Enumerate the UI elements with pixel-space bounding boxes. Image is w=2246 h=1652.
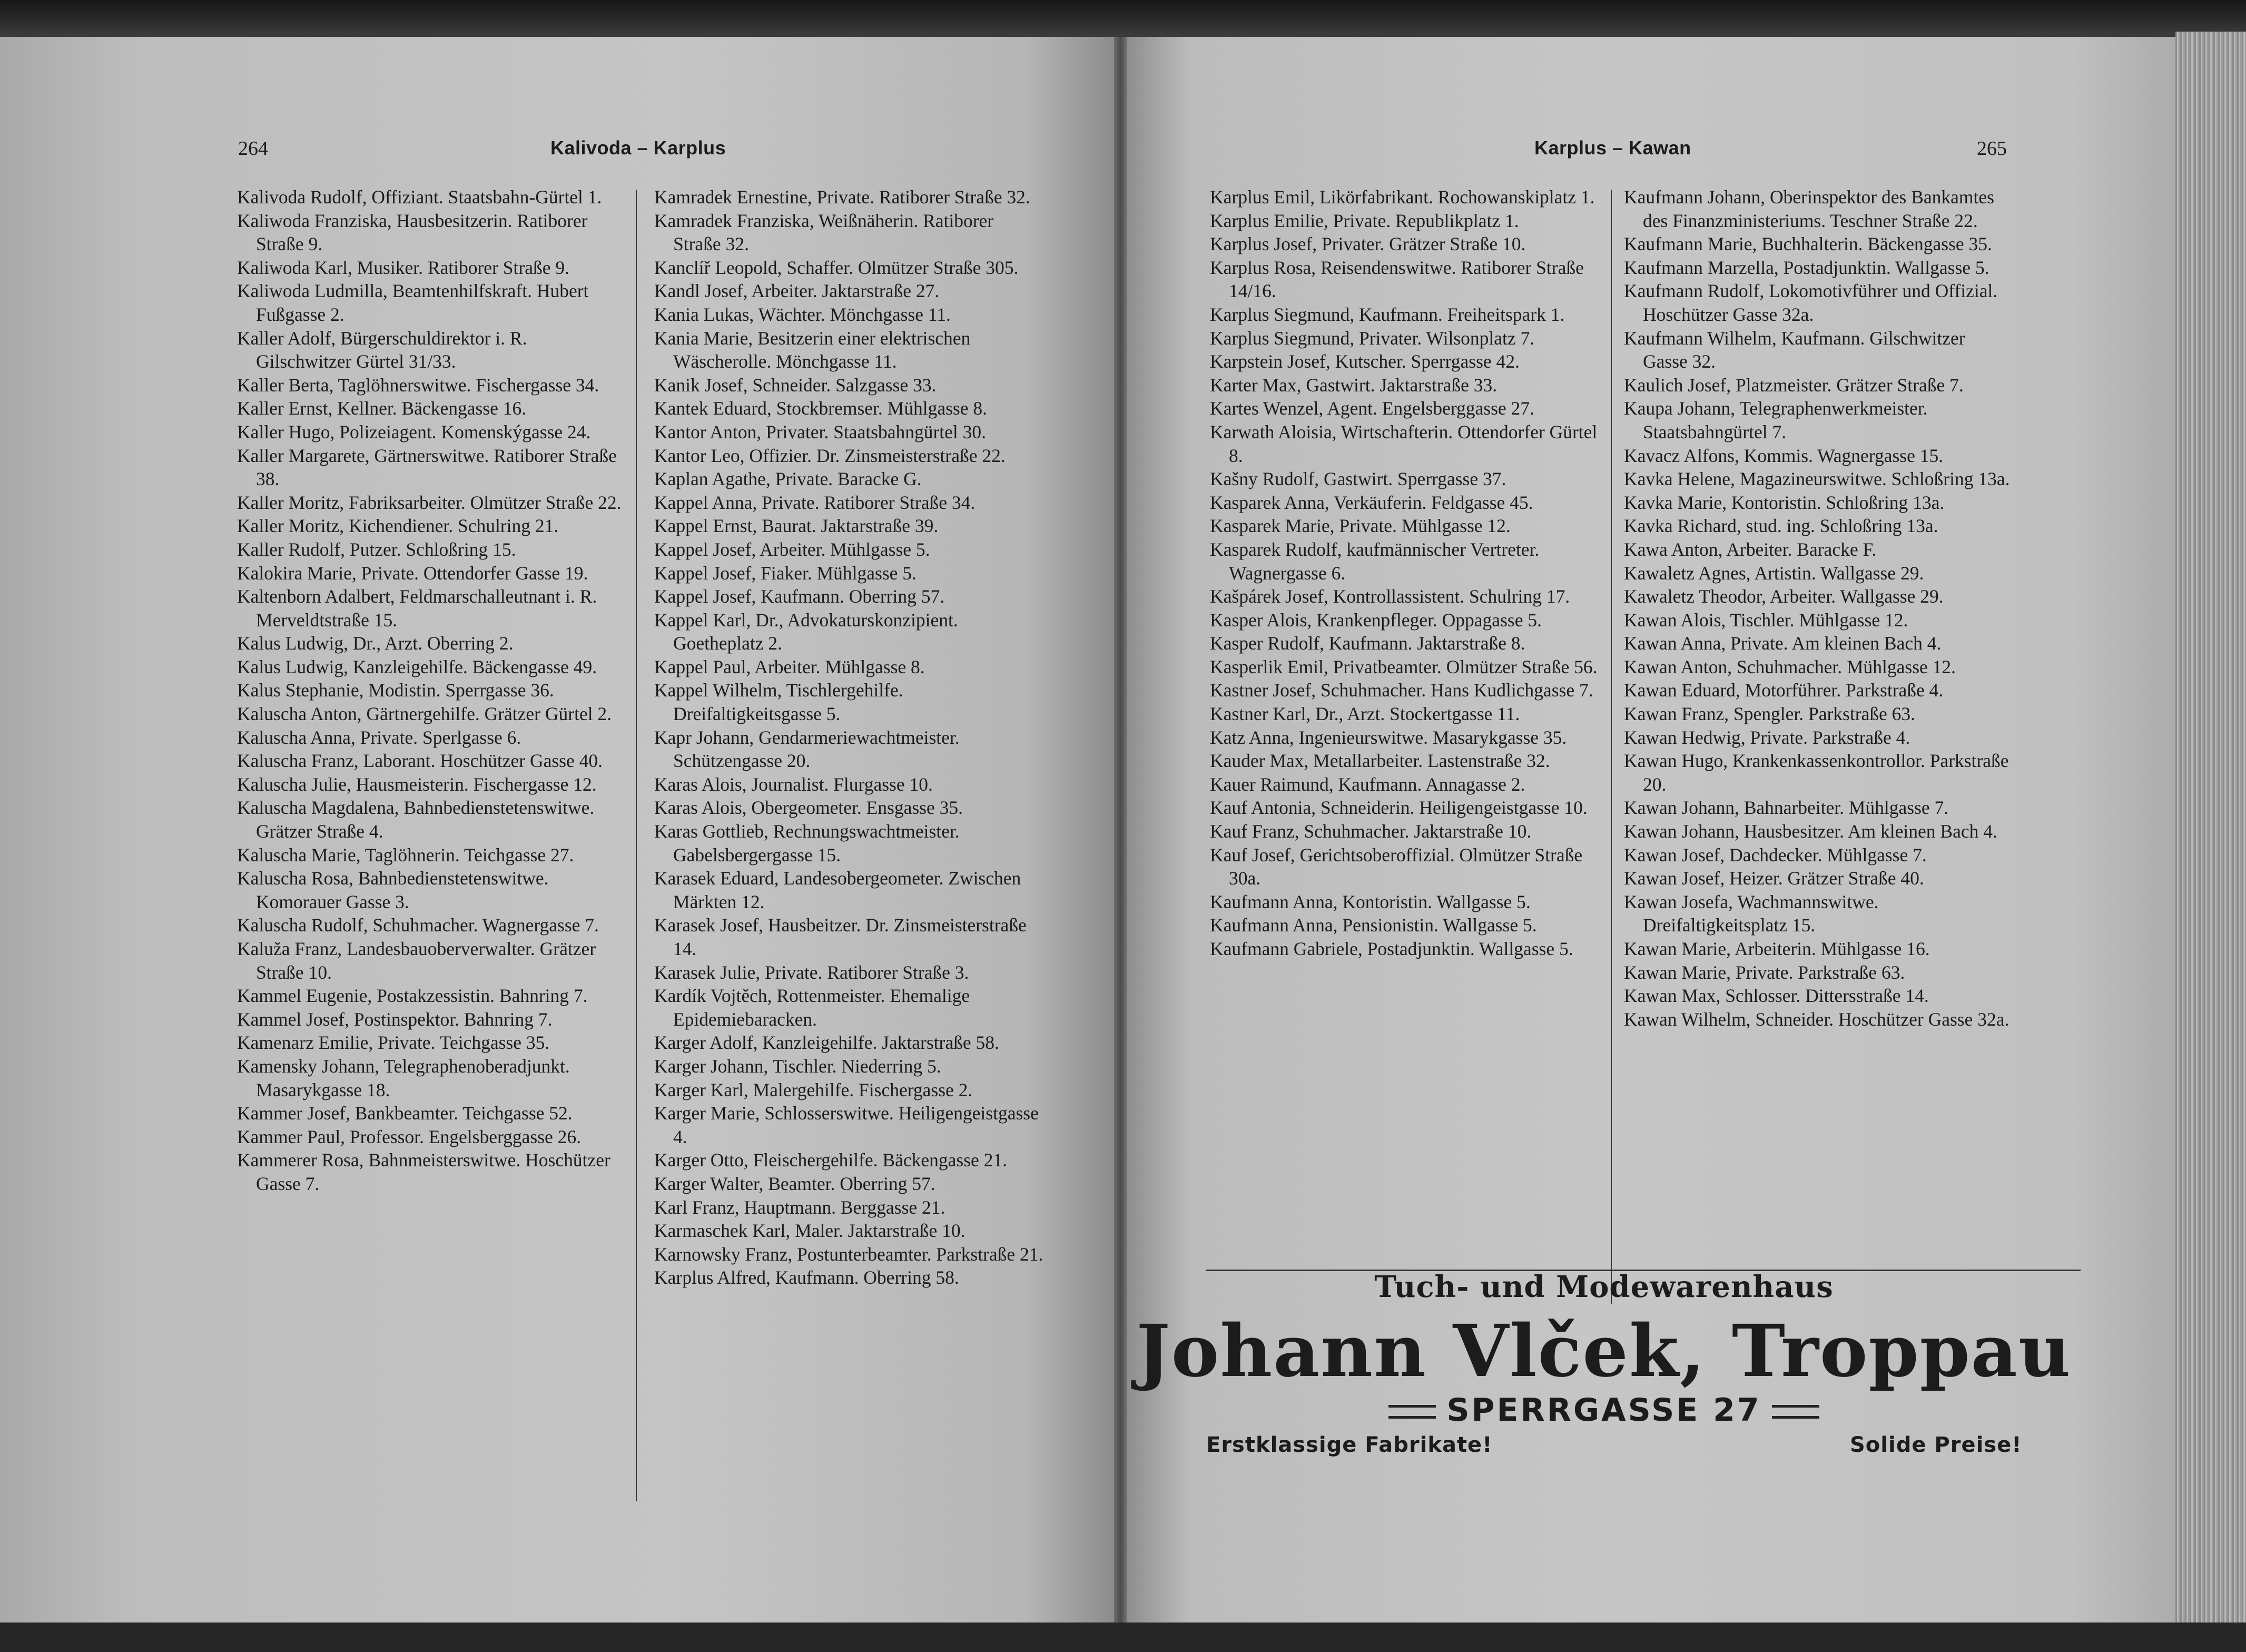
- directory-entry: Karplus Josef, Privater. Grätzer Straße 10.: [1210, 233, 1526, 255]
- directory-entry: Kalus Stephanie, Modistin. Sperrgasse 36.: [237, 680, 554, 701]
- directory-entry: Karplus Rosa, Reisendenswitwe. Ratiborer Straße 14/16.: [1210, 257, 1584, 302]
- directory-entry: Kastner Karl, Dr., Arzt. Stockertgasse 11.: [1210, 703, 1520, 725]
- directory-entry: Kauer Raimund, Kaufmann. Annagasse 2.: [1210, 773, 1525, 795]
- book-gutter: [1114, 37, 1127, 1628]
- directory-entry: Kawan Josef, Heizer. Grätzer Straße 40.: [1624, 868, 1924, 889]
- directory-entry: Kawan Alois, Tischler. Mühlgasse 12.: [1624, 609, 1908, 631]
- right-running-title: Karplus – Kawan: [1534, 137, 1691, 159]
- directory-entry: Karger Johann, Tischler. Niederring 5.: [654, 1055, 941, 1077]
- directory-entry: Kappel Anna, Private. Ratiborer Straße 34.: [654, 491, 976, 513]
- directory-entry: Kavka Helene, Magazineurswitwe. Schloßring 13a.: [1624, 468, 2010, 490]
- directory-entry: Kaltenborn Adalbert, Feldmarschalleutnant i. R. Merveldtstraße 15.: [237, 586, 597, 631]
- directory-entry: Karplus Siegmund, Privater. Wilsonplatz 7.: [1210, 327, 1535, 349]
- directory-entry: Kaluscha Marie, Taglöhnerin. Teichgasse 27.: [237, 844, 574, 866]
- directory-entry: Kaufmann Marzella, Postadjunktin. Wallgasse 5.: [1624, 257, 1989, 278]
- directory-entry: Kašny Rudolf, Gastwirt. Sperrgasse 37.: [1210, 468, 1506, 490]
- directory-entry: Katz Anna, Ingenieurswitwe. Masarykgasse 35.: [1210, 726, 1567, 748]
- right-column-2: [1624, 185, 2014, 1031]
- double-rule-left: [1388, 1405, 1436, 1419]
- directory-entry: Kawan Josefa, Wachmannswitwe. Dreifaltigkeitsplatz 15.: [1624, 891, 1879, 936]
- directory-entry: Kapr Johann, Gendarmeriewachtmeister. Schützengasse 20.: [654, 726, 960, 772]
- directory-entry: Kammer Josef, Bankbeamter. Teichgasse 52.: [237, 1103, 573, 1124]
- directory-entry: Kawan Wilhelm, Schneider. Hoschützer Gasse 32a.: [1624, 1008, 2009, 1030]
- directory-entry: Kaller Moritz, Kichendiener. Schulring 21.: [237, 515, 559, 537]
- directory-entry: Karasek Eduard, Landesobergeometer. Zwischen Märkten 12.: [654, 868, 1021, 912]
- right-column-1: [1210, 185, 1600, 961]
- directory-entry: Kantek Eduard, Stockbremser. Mühlgasse 8.: [654, 398, 987, 419]
- directory-entry: Kanclíř Leopold, Schaffer. Olmützer Straße 305.: [654, 257, 1019, 278]
- directory-entry: Karger Marie, Schlosserswitwe. Heiligengeistgasse 4.: [654, 1103, 1039, 1147]
- directory-entry: Kašpárek Josef, Kontrollassistent. Schulring 17.: [1210, 586, 1570, 607]
- directory-entry: Karter Max, Gastwirt. Jaktarstraße 33.: [1210, 374, 1498, 396]
- directory-entry: Kaller Moritz, Fabriksarbeiter. Olmützer Straße 22.: [237, 491, 622, 513]
- advertisement-name: Johann Vlček, Troppau: [1136, 1309, 2072, 1393]
- directory-entry: Kaller Adolf, Bürgerschuldirektor i. R. Gilschwitzer Gürtel 31/33.: [237, 327, 527, 372]
- directory-entry: Kappel Josef, Fiaker. Mühlgasse 5.: [654, 562, 917, 584]
- directory-entry: Kaliwoda Karl, Musiker. Ratiborer Straße 9.: [237, 257, 569, 278]
- directory-entry: Karwath Aloisia, Wirtschafterin. Ottendorfer Gürtel 8.: [1210, 421, 1598, 466]
- directory-entry: Kantor Anton, Privater. Staatsbahngürtel 30.: [654, 421, 987, 442]
- directory-entry: Kamradek Franziska, Weißnäherin. Ratiborer Straße 32.: [654, 210, 994, 255]
- left-running-title: Kalivoda – Karplus: [550, 137, 726, 159]
- directory-entry: Kawaletz Agnes, Artistin. Wallgasse 29.: [1624, 562, 1924, 584]
- double-rule-right: [1772, 1405, 1819, 1419]
- directory-entry: Kauf Josef, Gerichtsoberoffizial. Olmützer Straße 30a.: [1210, 844, 1583, 889]
- directory-entry: Kaufmann Wilhelm, Kaufmann. Gilschwitzer Gasse 32.: [1624, 327, 1965, 372]
- directory-entry: Karger Walter, Beamter. Oberring 57.: [654, 1173, 935, 1194]
- directory-entry: Kaufmann Gabriele, Postadjunktin. Wallgasse 5.: [1210, 938, 1573, 959]
- scan-background-top: [0, 0, 2246, 37]
- directory-entry: Kaluscha Anton, Gärtnergehilfe. Grätzer Gürtel 2.: [237, 703, 612, 725]
- directory-entry: Kasparek Rudolf, kaufmännischer Vertreter. Wagnergasse 6.: [1210, 538, 1540, 584]
- directory-entry: Kawan Franz, Spengler. Parkstraße 63.: [1624, 703, 1916, 725]
- directory-entry: Karpstein Josef, Kutscher. Sperrgasse 42.: [1210, 351, 1520, 372]
- directory-entry: Kamensky Johann, Telegraphenoberadjunkt. Masarykgasse 18.: [237, 1055, 570, 1100]
- directory-entry: Kalus Ludwig, Kanzleigehilfe. Bäckengasse 49.: [237, 656, 597, 677]
- directory-entry: Kawan Hugo, Krankenkassenkontrollor. Parkstraße 20.: [1624, 750, 2009, 795]
- book-page-edges: [2175, 32, 2246, 1628]
- directory-entry: Kappel Wilhelm, Tischlergehilfe. Dreifaltigkeitsgasse 5.: [654, 680, 903, 725]
- directory-entry: Karplus Emilie, Private. Republikplatz 1.: [1210, 210, 1519, 231]
- directory-entry: Karger Adolf, Kanzleigehilfe. Jaktarstraße 58.: [654, 1032, 999, 1054]
- directory-entry: Kaliwoda Franziska, Hausbesitzerin. Ratiborer Straße 9.: [237, 210, 588, 255]
- directory-entry: Kaller Berta, Taglöhnerswitwe. Fischergasse 34.: [237, 374, 599, 396]
- directory-entry: Kammerer Rosa, Bahnmeisterswitwe. Hoschützer Gasse 7.: [237, 1149, 610, 1194]
- directory-entry: Kasper Rudolf, Kaufmann. Jaktarstraße 8.: [1210, 633, 1525, 654]
- directory-entry: Karasek Julie, Private. Ratiborer Straße 3.: [654, 961, 969, 983]
- directory-entry: Karmaschek Karl, Maler. Jaktarstraße 10.: [654, 1220, 966, 1242]
- directory-entry: Kalokira Marie, Private. Ottendorfer Gasse 19.: [237, 562, 588, 584]
- directory-entry: Karas Alois, Obergeometer. Ensgasse 35.: [654, 797, 963, 819]
- directory-entry: Kammer Paul, Professor. Engelsberggasse 26.: [237, 1126, 582, 1147]
- directory-entry: Kawan Josef, Dachdecker. Mühlgasse 7.: [1624, 844, 1927, 866]
- column-divider: [1611, 190, 1612, 1304]
- directory-entry: Kaulich Josef, Platzmeister. Grätzer Straße 7.: [1624, 374, 1964, 396]
- left-column-1: [237, 185, 627, 1196]
- directory-entry: Kaufmann Anna, Pensionistin. Wallgasse 5.: [1210, 914, 1537, 936]
- directory-entry: Kappel Paul, Arbeiter. Mühlgasse 8.: [654, 656, 925, 677]
- directory-entry: Kammel Josef, Postinspektor. Bahnring 7.: [237, 1008, 553, 1030]
- directory-entry: Kaller Margarete, Gärtnerswitwe. Ratiborer Straße 38.: [237, 445, 617, 490]
- advertisement-slogan-left: Erstklassige Fabrikate!: [1206, 1433, 1493, 1457]
- directory-entry: Kawan Anna, Private. Am kleinen Bach 4.: [1624, 633, 1942, 654]
- advertisement-address: [1132, 1392, 2075, 1429]
- directory-entry: Kaliwoda Ludmilla, Beamtenhilfskraft. Hubert Fußgasse 2.: [237, 280, 589, 325]
- directory-entry: Kawaletz Theodor, Arbeiter. Wallgasse 29.: [1624, 586, 1944, 607]
- directory-entry: Kawan Johann, Bahnarbeiter. Mühlgasse 7.: [1624, 797, 1949, 819]
- directory-entry: Kaluscha Julie, Hausmeisterin. Fischergasse 12.: [237, 773, 597, 795]
- directory-entry: Kalus Ludwig, Dr., Arzt. Oberring 2.: [237, 633, 514, 654]
- directory-entry: Kappel Josef, Arbeiter. Mühlgasse 5.: [654, 538, 930, 560]
- directory-entry: Kauf Franz, Schuhmacher. Jaktarstraße 10.: [1210, 821, 1532, 842]
- directory-entry: Kawan Hedwig, Private. Parkstraße 4.: [1624, 726, 1910, 748]
- directory-entry: Kappel Ernst, Baurat. Jaktarstraße 39.: [654, 515, 939, 537]
- directory-entry: Kandl Josef, Arbeiter. Jaktarstraße 27.: [654, 280, 940, 302]
- directory-entry: Kasper Alois, Krankenpfleger. Oppagasse 5.: [1210, 609, 1542, 631]
- directory-entry: Kaplan Agathe, Private. Baracke G.: [654, 468, 922, 490]
- directory-entry: Kania Marie, Besitzerin einer elektrischen Wäscherolle. Mönchgasse 11.: [654, 327, 971, 372]
- directory-entry: Kawan Anton, Schuhmacher. Mühlgasse 12.: [1624, 656, 1956, 677]
- directory-entry: Kamenarz Emilie, Private. Teichgasse 35.: [237, 1032, 550, 1054]
- directory-entry: Karplus Alfred, Kaufmann. Oberring 58.: [654, 1267, 959, 1289]
- directory-entry: Karnowsky Franz, Postunterbeamter. Parkstraße 21.: [654, 1243, 1043, 1265]
- directory-entry: Kawan Marie, Private. Parkstraße 63.: [1624, 961, 1905, 983]
- directory-entry: Karasek Josef, Hausbeitzer. Dr. Zinsmeisterstraße 14.: [654, 914, 1027, 959]
- directory-entry: Kammel Eugenie, Postakzessistin. Bahnring 7.: [237, 985, 588, 1007]
- directory-entry: Kamradek Ernestine, Private. Ratiborer Straße 32.: [654, 186, 1030, 208]
- directory-entry: Kaufmann Marie, Buchhalterin. Bäckengasse 35.: [1624, 233, 1992, 255]
- right-page-number: 265: [1977, 137, 2007, 160]
- advertisement-heading: Tuch- und Modewarenhaus: [1374, 1270, 1834, 1304]
- directory-entry: Kauf Antonia, Schneiderin. Heiligengeistgasse 10.: [1210, 797, 1588, 819]
- directory-entry: Kaufmann Anna, Kontoristin. Wallgasse 5.: [1210, 891, 1531, 912]
- directory-entry: Kaufmann Johann, Oberinspektor des Bankamtes des Finanzministeriums. Teschner Straße 22.: [1624, 186, 1994, 231]
- directory-entry: Kanik Josef, Schneider. Salzgasse 33.: [654, 374, 937, 396]
- directory-entry: Kappel Karl, Dr., Advokaturskonzipient. Goetheplatz 2.: [654, 609, 958, 654]
- scan-background-bottom: [0, 1622, 2246, 1652]
- directory-entry: Kantor Leo, Offizier. Dr. Zinsmeisterstraße 22.: [654, 445, 1006, 466]
- directory-entry: Kauder Max, Metallarbeiter. Lastenstraße 32.: [1210, 750, 1550, 772]
- directory-entry: Kaller Rudolf, Putzer. Schloßring 15.: [237, 538, 516, 560]
- directory-entry: Kartes Wenzel, Agent. Engelsberggasse 27.: [1210, 398, 1534, 419]
- directory-entry: Kaller Ernst, Kellner. Bäckengasse 16.: [237, 398, 527, 419]
- directory-entry: Kaluža Franz, Landesbauoberverwalter. Grätzer Straße 10.: [237, 938, 596, 983]
- advertisement-address-text: SPERRGASSE 27: [1446, 1392, 1761, 1429]
- directory-entry: Kavacz Alfons, Kommis. Wagnergasse 15.: [1624, 445, 1944, 466]
- directory-entry: Kavka Marie, Kontoristin. Schloßring 13a.: [1624, 491, 1945, 513]
- directory-entry: Kania Lukas, Wächter. Mönchgasse 11.: [654, 303, 951, 325]
- directory-entry: Kaluscha Franz, Laborant. Hoschützer Gasse 40.: [237, 750, 603, 772]
- directory-entry: Kastner Josef, Schuhmacher. Hans Kudlichgasse 7.: [1210, 680, 1593, 701]
- directory-entry: Karplus Siegmund, Kaufmann. Freiheitspark 1.: [1210, 303, 1565, 325]
- directory-entry: Karas Alois, Journalist. Flurgasse 10.: [654, 773, 933, 795]
- advertisement-slogan-right: Solide Preise!: [1850, 1433, 2022, 1457]
- directory-entry: Kawan Johann, Hausbesitzer. Am kleinen Bach 4.: [1624, 821, 1997, 842]
- directory-entry: Kardík Vojtěch, Rottenmeister. Ehemalige Epidemiebaracken.: [654, 985, 970, 1030]
- directory-entry: Kaluscha Rudolf, Schuhmacher. Wagnergasse 7.: [237, 914, 599, 936]
- directory-entry: Kasparek Marie, Private. Mühlgasse 12.: [1210, 515, 1511, 537]
- column-divider: [636, 190, 637, 1501]
- directory-entry: Kaluscha Rosa, Bahnbedienstetenswitwe. Komorauer Gasse 3.: [237, 868, 549, 912]
- directory-entry: Karger Karl, Malergehilfe. Fischergasse 2.: [654, 1079, 973, 1100]
- directory-entry: Kawan Max, Schlosser. Dittersstraße 14.: [1624, 985, 1929, 1007]
- directory-entry: Karas Gottlieb, Rechnungswachtmeister. Gabelsbergergasse 15.: [654, 821, 960, 866]
- directory-entry: Kaufmann Rudolf, Lokomotivführer und Offizial. Hoschützer Gasse 32a.: [1624, 280, 1998, 325]
- directory-entry: Kaluscha Anna, Private. Sperlgasse 6.: [237, 726, 521, 748]
- directory-entry: Kasparek Anna, Verkäuferin. Feldgasse 45.: [1210, 491, 1533, 513]
- directory-entry: Kappel Josef, Kaufmann. Oberring 57.: [654, 586, 945, 607]
- directory-entry: Karplus Emil, Likörfabrikant. Rochowanskiplatz 1.: [1210, 186, 1595, 208]
- directory-entry: Kawan Marie, Arbeiterin. Mühlgasse 16.: [1624, 938, 1930, 959]
- left-column-2: [654, 185, 1044, 1290]
- directory-entry: Kasperlik Emil, Privatbeamter. Olmützer Straße 56.: [1210, 656, 1598, 677]
- directory-entry: Kavka Richard, stud. ing. Schloßring 13a.: [1624, 515, 1938, 537]
- directory-entry: Kawan Eduard, Motorführer. Parkstraße 4.: [1624, 680, 1944, 701]
- left-page-number: 264: [238, 137, 268, 160]
- directory-entry: Kalivoda Rudolf, Offiziant. Staatsbahn-Gürtel 1.: [237, 186, 602, 208]
- directory-entry: Kaluscha Magdalena, Bahnbedienstetenswitwe. Grätzer Straße 4.: [237, 797, 595, 842]
- directory-entry: Kawa Anton, Arbeiter. Baracke F.: [1624, 538, 1877, 560]
- directory-entry: Kaller Hugo, Polizeiagent. Komenskýgasse 24.: [237, 421, 591, 442]
- directory-entry: Karl Franz, Hauptmann. Berggasse 21.: [654, 1196, 945, 1218]
- left-page: [0, 37, 1114, 1628]
- directory-entry: Kaupa Johann, Telegraphenwerkmeister. Staatsbahngürtel 7.: [1624, 398, 1928, 442]
- directory-entry: Karger Otto, Fleischergehilfe. Bäckengasse 21.: [654, 1149, 1008, 1171]
